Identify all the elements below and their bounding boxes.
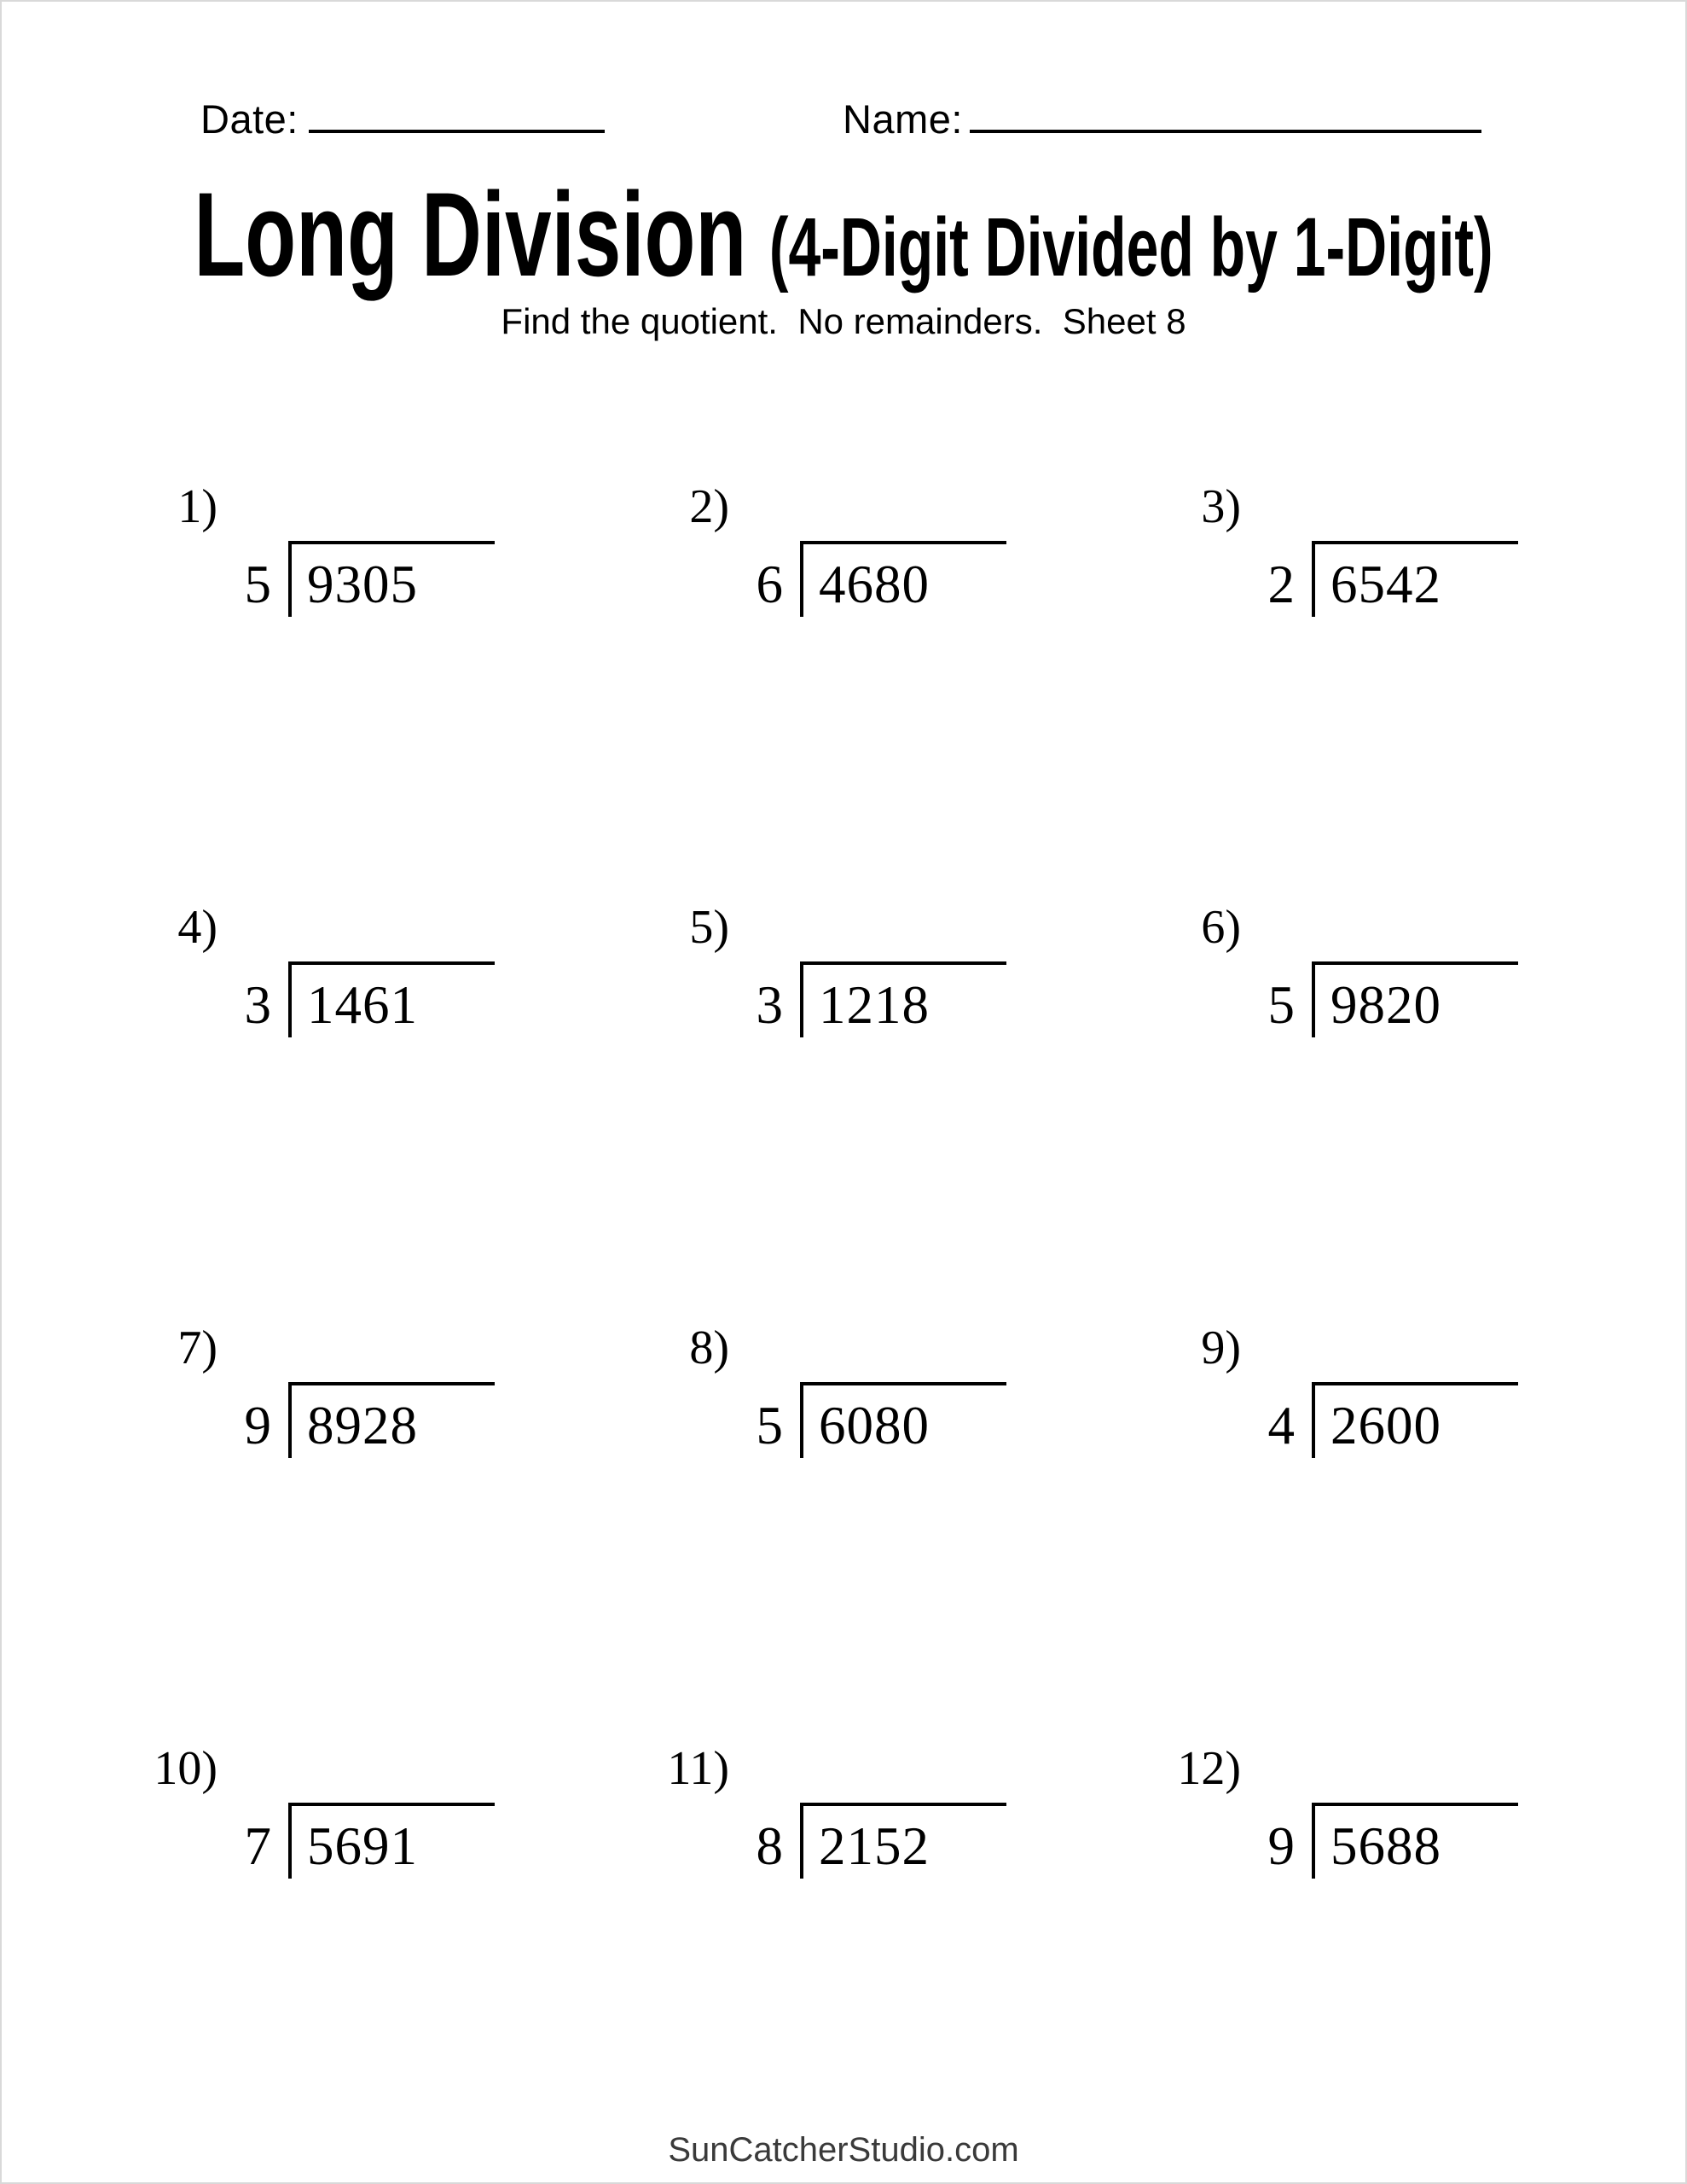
divisor: 9 (244, 1396, 271, 1455)
problem-11 (657, 1727, 1168, 2147)
problem-3 (1168, 465, 1680, 886)
problem-7 (145, 1306, 657, 1727)
dividend: 6080 (800, 1382, 1006, 1458)
division-expression (1168, 1803, 1680, 1879)
problem-12 (1168, 1727, 1680, 2147)
dividend: 1218 (800, 961, 1006, 1037)
divisor: 7 (244, 1816, 271, 1876)
problem-number: 9) (1201, 1321, 1241, 1374)
problem-10 (145, 1727, 657, 2147)
date-field (200, 96, 605, 142)
dividend: 4680 (800, 541, 1006, 617)
division-expression (145, 1803, 657, 1879)
dividend: 2152 (800, 1803, 1006, 1879)
division-expression (657, 1382, 1168, 1458)
dividend: 5691 (288, 1803, 495, 1879)
problem-5 (657, 886, 1168, 1306)
divisor: 5 (756, 1396, 783, 1455)
date-blank-line (309, 125, 605, 133)
name-field (843, 96, 1481, 142)
divisor: 3 (756, 975, 783, 1035)
dividend: 9305 (288, 541, 495, 617)
title-suffix: (4-Digit Divided by 1-Digit) (768, 200, 1493, 293)
division-expression (1168, 541, 1680, 617)
divisor: 4 (1267, 1396, 1295, 1455)
problem-number: 7) (177, 1321, 217, 1374)
problem-9 (1168, 1306, 1680, 1727)
division-expression (145, 961, 657, 1037)
divisor: 6 (756, 555, 783, 614)
dividend: 5688 (1312, 1803, 1518, 1879)
dividend: 2600 (1312, 1382, 1518, 1458)
problem-6 (1168, 886, 1680, 1306)
problem-number: 1) (177, 480, 217, 533)
problem-number: 10) (154, 1742, 217, 1795)
division-expression (145, 541, 657, 617)
problem-number: 5) (689, 901, 729, 954)
division-expression (657, 541, 1168, 617)
name-label: Name: (843, 96, 963, 142)
dividend: 1461 (288, 961, 495, 1037)
problem-number: 3) (1201, 480, 1241, 533)
problem-8 (657, 1306, 1168, 1727)
title-row (0, 167, 1687, 301)
dividend: 6542 (1312, 541, 1518, 617)
divisor: 9 (1267, 1816, 1295, 1876)
divisor: 3 (244, 975, 271, 1035)
divisor: 2 (1267, 555, 1295, 614)
problem-number: 6) (1201, 901, 1241, 954)
name-blank-line (970, 125, 1481, 133)
subtitle: Find the quotient. No remainders. Sheet 8 (501, 301, 1186, 341)
division-expression (657, 1803, 1168, 1879)
problem-2 (657, 465, 1168, 886)
division-expression (1168, 961, 1680, 1037)
division-expression (1168, 1382, 1680, 1458)
dividend: 8928 (288, 1382, 495, 1458)
division-expression (657, 961, 1168, 1037)
date-label: Date: (200, 96, 299, 142)
footer-attribution: SunCatcherStudio.com (668, 2131, 1019, 2169)
problem-number: 12) (1177, 1742, 1241, 1795)
problem-1 (145, 465, 657, 886)
problem-number: 8) (689, 1321, 729, 1374)
dividend: 9820 (1312, 961, 1518, 1037)
problem-number: 11) (667, 1742, 729, 1795)
problem-4 (145, 886, 657, 1306)
divisor: 5 (244, 555, 271, 614)
problems-grid (145, 465, 1680, 2147)
title-main: Long Division (194, 167, 747, 301)
division-expression (145, 1382, 657, 1458)
divisor: 5 (1267, 975, 1295, 1035)
page-title (194, 167, 1493, 301)
problem-number: 2) (689, 480, 729, 533)
problem-number: 4) (177, 901, 217, 954)
divisor: 8 (756, 1816, 783, 1876)
